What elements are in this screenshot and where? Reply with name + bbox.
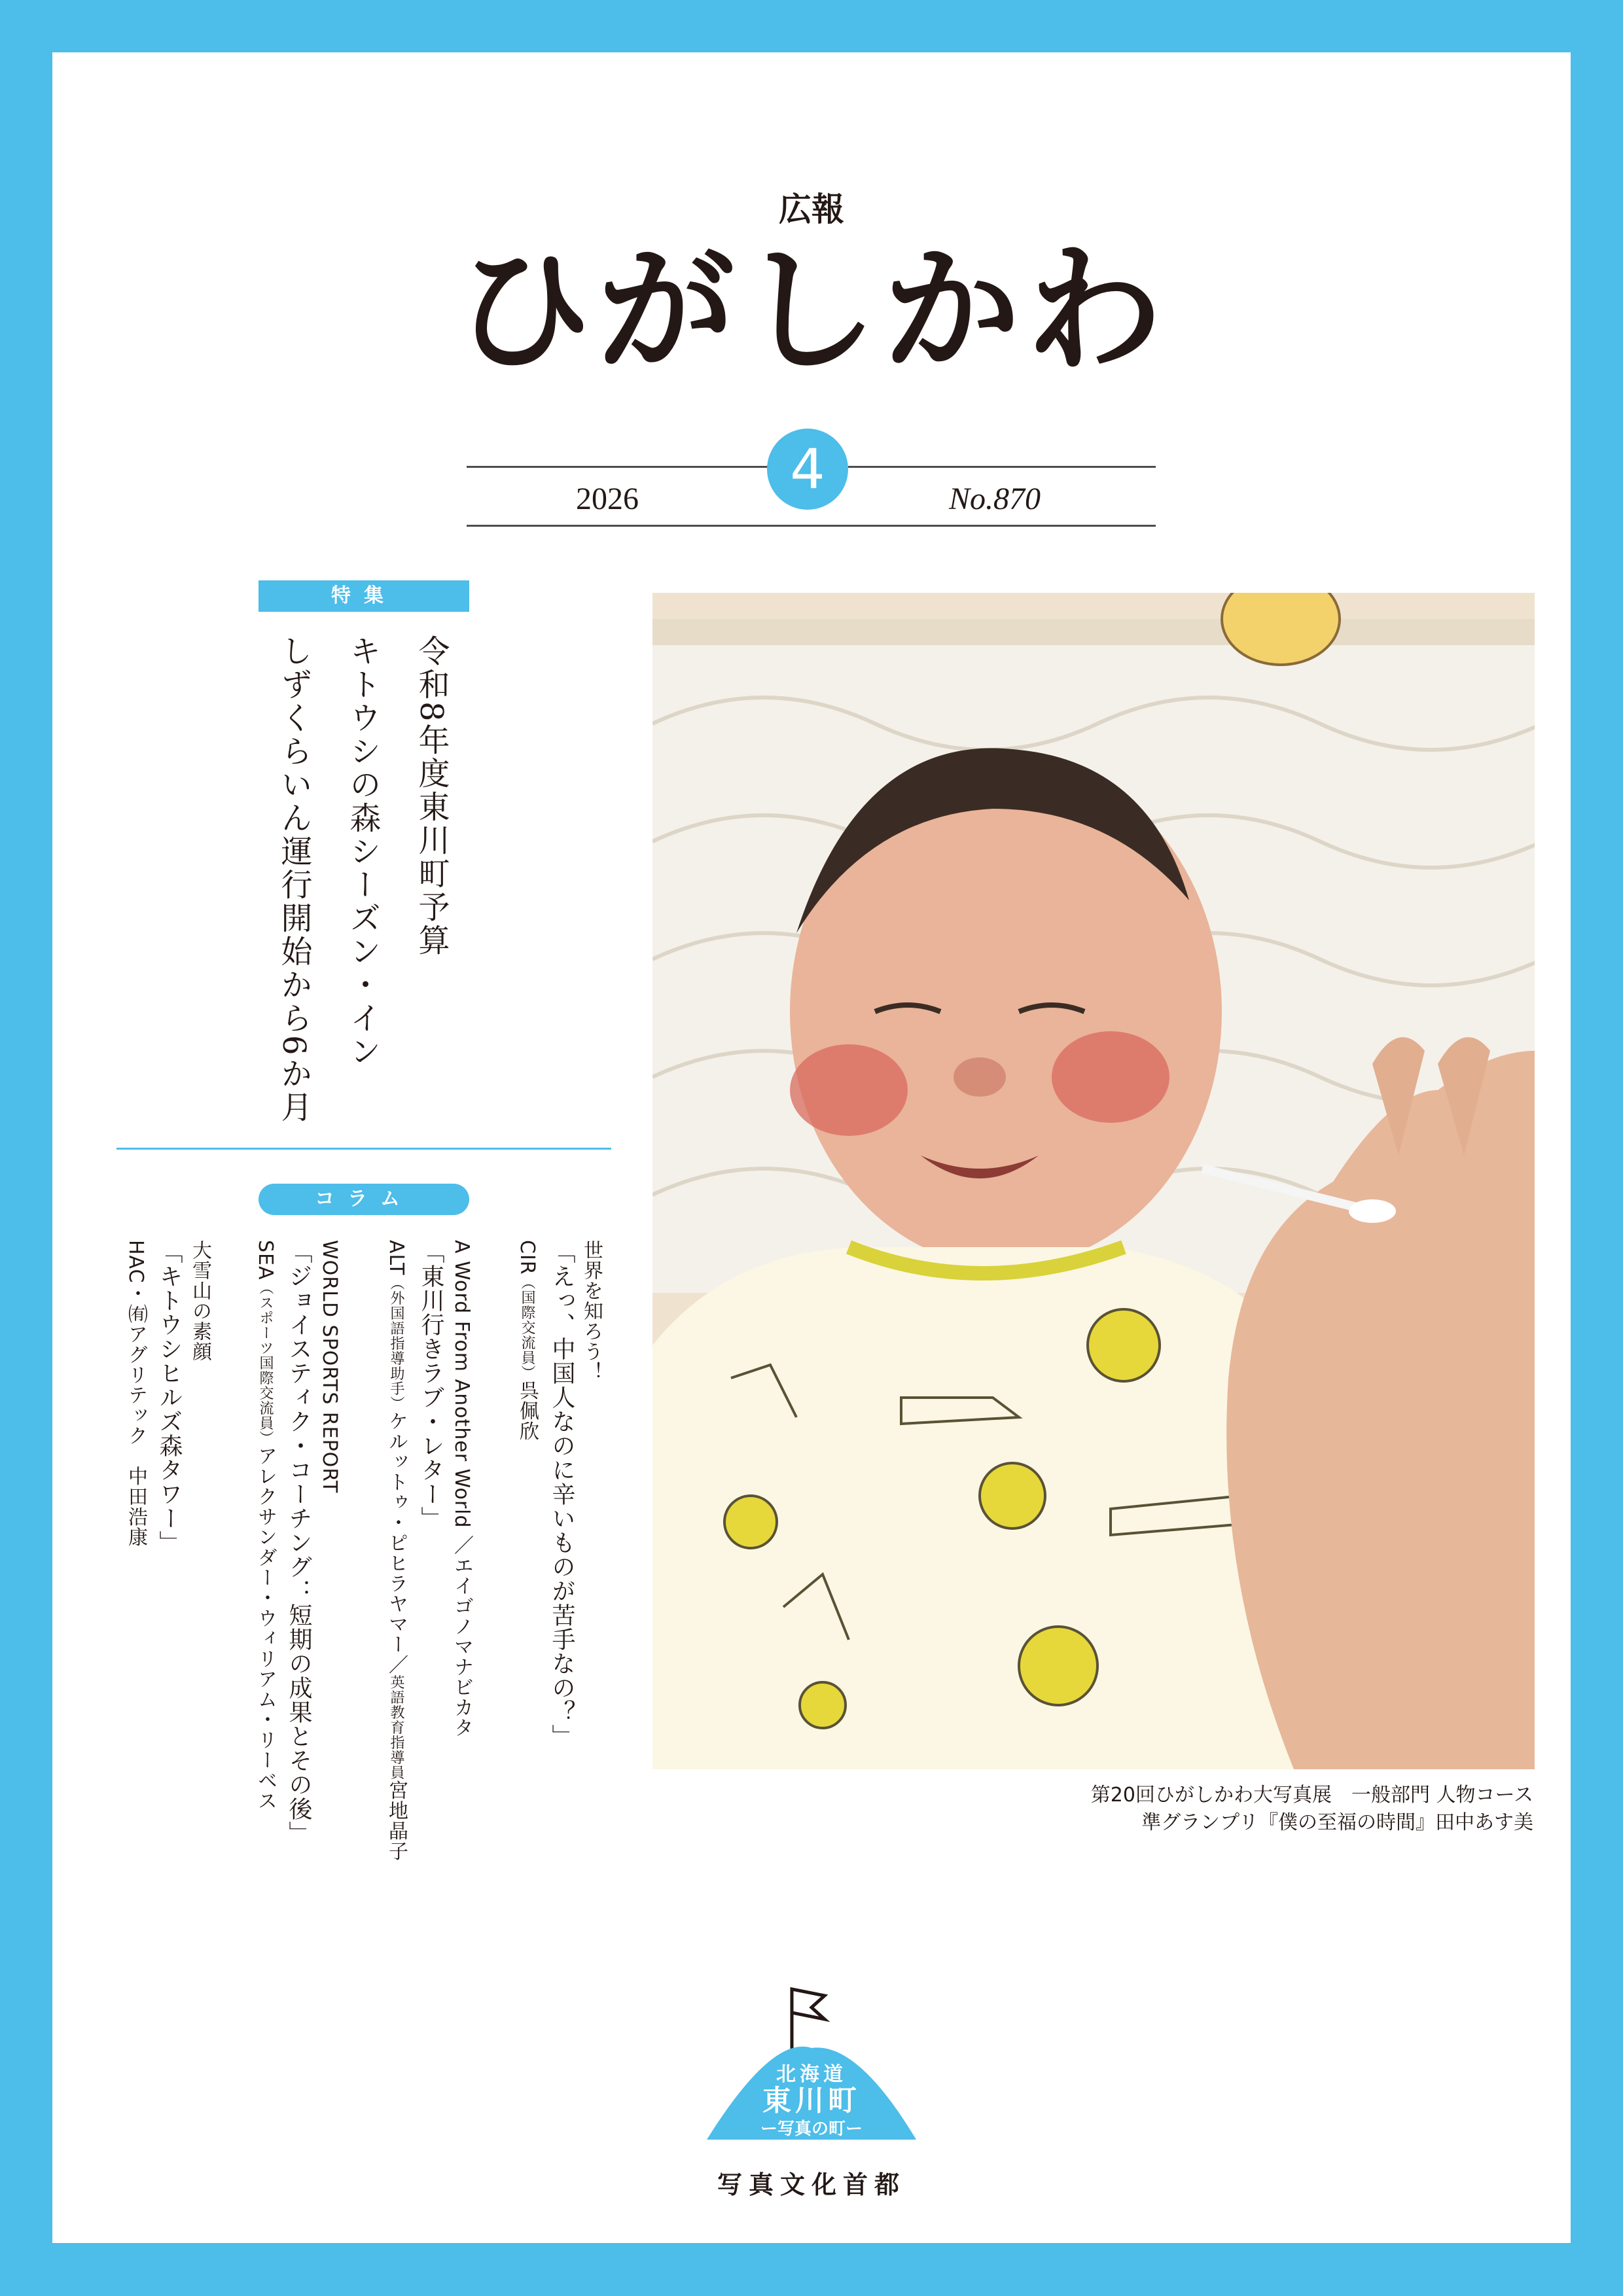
feature-label: 特集: [259, 580, 469, 612]
issue-month-badge: 4: [767, 429, 848, 510]
column-label: コラム: [259, 1184, 469, 1215]
column-4-byline: HAC・㈲アグリテック 中田浩康: [124, 1240, 147, 1547]
issue-year: 2026: [576, 482, 639, 516]
logo-line-3: ー写真の町ー: [760, 2119, 863, 2139]
column-3-byline: SEA（スポーツ国際交流員）アレクサンダー・ウィリアム・リーベス: [254, 1240, 277, 1811]
photo-caption: [1091, 1782, 1533, 1837]
cover-photo: [652, 593, 1535, 1769]
column-1-title: 「えっ、中国人なのに辛いものが苦手なの？」: [548, 1240, 575, 1748]
masthead-rule-bottom: [467, 525, 1156, 527]
section-divider: [116, 1148, 611, 1150]
column-4-title: 「キトウシヒルズ森タワー」: [156, 1240, 183, 1555]
column-2-head: A Word From Another World ／エイゴノマナビカタ: [450, 1240, 473, 1739]
logo-line-1: 北海道: [776, 2063, 847, 2086]
column-2-title: 「東川行きラブ・レター」: [418, 1240, 444, 1530]
issue-number: No.870: [949, 482, 1041, 516]
mountain-flag-icon: [700, 1983, 923, 2153]
baby-photo-illustration: [652, 593, 1535, 1769]
column-1-byline: CIR（国際交流員）呉佩欣: [516, 1240, 539, 1441]
masthead-rule-top-left: [467, 466, 768, 468]
logo-line-2: 東川町: [762, 2084, 861, 2117]
masthead-label: 広報: [779, 190, 844, 228]
feature-line-3: しずくらいん運行開始から6か月: [276, 635, 312, 1124]
town-logo: [700, 1983, 923, 2199]
caption-line-2: 準グランプリ『僕の至福の時間』田中あす美: [1141, 1811, 1533, 1834]
logo-tagline: 写真文化首都: [717, 2170, 906, 2199]
magazine-title: ひがしかわ: [454, 230, 1168, 391]
column-3-head: WORLD SPORTS REPORT: [318, 1240, 341, 1494]
masthead-rule-top-right: [848, 466, 1156, 468]
column-2-byline: ALT（外国語指導助手）ケルットゥ・ピヒラヤマー／英語教育指導員宮地晶子: [385, 1240, 408, 1862]
column-3-title: 「ジョイスティク・コーチング：短期の成果とその後」: [285, 1240, 312, 1845]
column-1-head: 世界を知ろう！: [580, 1240, 603, 1382]
caption-line-1: 第20回ひがしかわ大写真展 一般部門 人物コース: [1090, 1784, 1533, 1807]
column-4-head: 大雪山の素顔: [188, 1240, 211, 1362]
feature-line-2: キトウシの森シーズン・イン: [344, 635, 381, 1069]
feature-line-1: 令和8年度東川町予算: [413, 635, 450, 957]
